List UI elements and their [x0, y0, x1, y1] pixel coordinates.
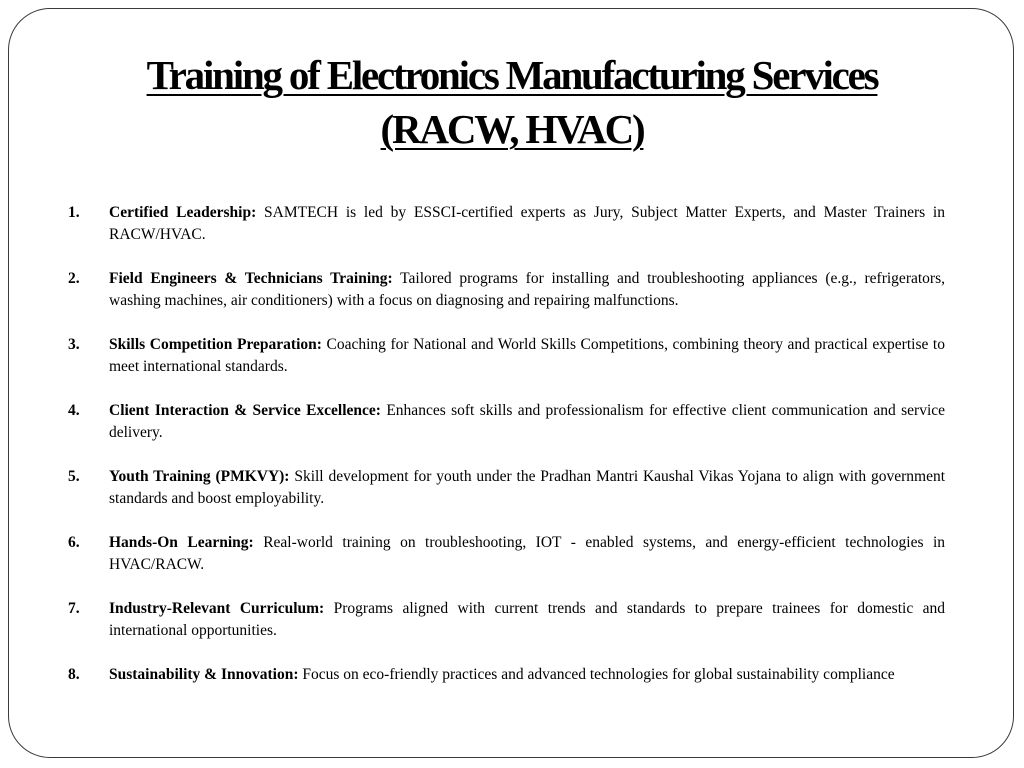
list-item [68, 400, 945, 444]
item-heading: Hands-On Learning: [109, 534, 254, 551]
item-text: SAMTECH is led by ESSCI-certified experts as Jury, Subject Matter Experts, and Master Trainers in RACW/HVAC. [109, 204, 945, 243]
list-item [68, 334, 945, 378]
item-number: 5. [68, 468, 80, 485]
item-number: 4. [68, 402, 80, 419]
item-text: Coaching for National and World Skills Competitions, combining theory and practical expertise to meet international standards. [109, 336, 945, 375]
training-list [68, 202, 945, 730]
list-item [68, 466, 945, 510]
item-text: Real-world training on troubleshooting, IOT - enabled systems, and energy-efficient technologies in HVAC/RACW. [109, 534, 946, 573]
item-number: 6. [68, 534, 80, 551]
list-item [68, 664, 945, 708]
item-text: Focus on eco-friendly practices and advanced technologies for global sustainability compliance [302, 666, 895, 683]
item-heading: Industry-Relevant Curriculum: [109, 600, 325, 617]
list-item [68, 532, 945, 576]
title-line-1: Training of Electronics Manufacturing Services [146, 52, 878, 98]
item-heading: Sustainability & Innovation: [109, 666, 299, 683]
item-text: Enhances soft skills and professionalism for effective client communication and service delivery. [109, 402, 946, 441]
item-heading: Certified Leadership: [109, 204, 257, 221]
slide-title [0, 48, 1024, 156]
item-heading: Client Interaction & Service Excellence: [109, 402, 381, 419]
item-heading: Field Engineers & Technicians Training: [109, 270, 393, 287]
item-number: 8. [68, 666, 80, 683]
title-line-2: (RACW, HVAC) [380, 106, 644, 152]
item-text: Tailored programs for installing and troubleshooting appliances (e.g., refrigerators, washing machines, air conditioners) with a focus on diagnosing and repairing malfunctions. [109, 270, 945, 309]
item-text: Skill development for youth under the Pradhan Mantri Kaushal Vikas Yojana to align with government standards and boost employability. [109, 468, 946, 507]
list-item [68, 268, 945, 312]
item-heading: Youth Training (PMKVY): [109, 468, 290, 485]
item-text: Programs aligned with current trends and standards to prepare trainees for domestic and international opportunities. [109, 600, 945, 639]
item-number: 1. [68, 204, 80, 221]
list-item [68, 598, 945, 642]
item-number: 3. [68, 336, 80, 353]
item-number: 7. [68, 600, 80, 617]
item-heading: Skills Competition Preparation: [109, 336, 322, 353]
item-number: 2. [68, 270, 80, 287]
list-item [68, 202, 945, 246]
